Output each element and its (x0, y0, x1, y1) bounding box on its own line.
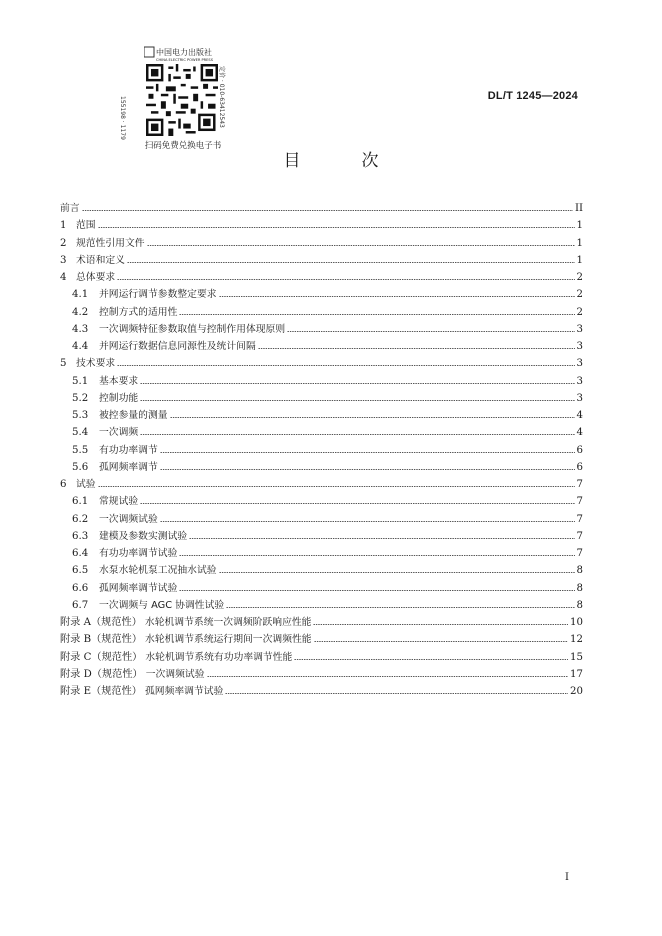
toc-entry-page: 4 (576, 427, 583, 439)
toc-entry-label: 水轮机调节系统一次调频阶跃响应性能 (144, 617, 312, 628)
toc-entry-number: 4.3 (72, 323, 89, 335)
qr-code-image (146, 64, 218, 136)
toc-entry-page: 7 (576, 513, 583, 525)
toc-entry-label: 水轮机调节系统运行期间一次调频性能 (145, 634, 312, 646)
toc-entry[interactable] (60, 269, 583, 286)
toc-leader-dots (207, 676, 569, 677)
toc-entry[interactable] (60, 424, 583, 441)
toc-entry-page: 4 (576, 410, 583, 421)
toc-leader-dots (179, 590, 574, 591)
toc-entry[interactable] (60, 493, 583, 510)
toc-entry-label: 术语和定义 (76, 254, 125, 266)
toc-leader-dots (287, 331, 574, 332)
toc-entry-page: 7 (576, 479, 583, 490)
toc-leader-dots (160, 469, 575, 470)
toc-leader-dots (140, 383, 574, 384)
toc-entry-label: 水泵水轮机泵工况抽水试验 (99, 565, 217, 577)
toc-entry-label: 一次调频特征参数取值与控制作用体现原则 (99, 323, 286, 335)
qr-side-text-left: 155198 · 1179 (119, 96, 126, 140)
toc-entry-page: 7 (576, 548, 583, 559)
toc-entry-number: 附录 D（规范性） (60, 668, 143, 680)
toc-entry-number: 5.4 (72, 427, 89, 439)
toc-entry-number: 4.2 (72, 306, 89, 318)
toc-entry-number: 6.4 (72, 548, 89, 559)
toc-entry-label: 前言 (60, 203, 80, 214)
toc-entry[interactable] (60, 321, 583, 338)
toc-leader-dots (98, 227, 575, 228)
toc-entry-number: 附录 E（规范性） (60, 686, 142, 697)
toc-entry[interactable] (60, 597, 583, 614)
toc-entry-number: 5.6 (72, 461, 89, 473)
toc-entry-page: 10 (570, 617, 583, 628)
toc-entry-page: 8 (576, 599, 583, 611)
toc-leader-dots (314, 641, 568, 642)
toc-entry-number: 6.3 (72, 530, 89, 542)
toc-entry-label: 一次调频与 AGC 协调性试验 (99, 599, 225, 611)
toc-entry-page: 1 (576, 237, 583, 249)
toc-entry-number: 3 (60, 254, 67, 266)
toc-entry-page: 12 (570, 634, 583, 646)
toc-entry-number: 1 (60, 220, 67, 232)
table-of-contents (60, 200, 583, 700)
toc-leader-dots (219, 296, 575, 297)
toc-entry-number: 6 (60, 479, 67, 490)
toc-leader-dots (219, 572, 575, 573)
toc-entry-number: 6.2 (72, 513, 89, 525)
toc-entry-number: 附录 B（规范性） (60, 634, 143, 646)
toc-entry-label: 规范性引用文件 (76, 237, 145, 249)
toc-entry-label: 水轮机调节系统有功功率调节性能 (145, 651, 293, 663)
toc-entry-page: 3 (576, 392, 583, 404)
toc-entry-label: 控制功能 (99, 392, 139, 404)
toc-entry-page: 7 (576, 496, 583, 508)
toc-leader-dots (226, 607, 574, 608)
toc-entry-label: 被控参量的测量 (99, 410, 168, 421)
toc-entry-page: 8 (576, 565, 583, 577)
toc-entry[interactable] (60, 286, 583, 303)
toc-entry-number: 附录 A（规范性） (60, 617, 142, 628)
publisher-logo (144, 46, 222, 62)
toc-entry-number: 5.2 (72, 392, 89, 404)
toc-leader-dots (160, 452, 575, 453)
toc-entry[interactable] (60, 373, 583, 390)
toc-leader-dots (189, 538, 574, 539)
toc-leader-dots (140, 503, 574, 504)
toc-entry-page: 8 (576, 582, 583, 594)
toc-entry[interactable] (60, 562, 583, 579)
toc-entry[interactable] (60, 355, 583, 372)
toc-entry-page: 3 (576, 375, 583, 387)
toc-entry-number: 5.1 (72, 375, 89, 387)
toc-entry-number: 4 (60, 272, 67, 283)
toc-entry-page: 15 (570, 651, 583, 663)
toc-entry-page: II (574, 203, 583, 214)
toc-entry[interactable] (60, 631, 583, 648)
toc-entry-label: 常规试验 (99, 496, 139, 508)
toc-entry-page: 2 (576, 289, 583, 301)
toc-entry-page: 3 (576, 358, 583, 370)
toc-leader-dots (117, 279, 574, 280)
toc-entry-page: 6 (576, 461, 583, 473)
toc-entry-label: 一次调频试验 (99, 513, 158, 525)
toc-entry-label: 孤网频率调节试验 (145, 686, 224, 697)
toc-leader-dots (147, 245, 575, 246)
toc-entry-page: 2 (576, 272, 583, 283)
toc-entry[interactable] (60, 390, 583, 407)
toc-leader-dots (225, 693, 568, 694)
toc-entry[interactable] (60, 528, 583, 545)
toc-entry-label: 有功功率调节试验 (99, 548, 178, 559)
toc-entry-page: 3 (576, 323, 583, 335)
toc-entry-page: 6 (576, 444, 583, 456)
toc-entry-number: 4.4 (72, 341, 89, 352)
page-number: I (565, 872, 569, 883)
toc-leader-dots (117, 365, 574, 366)
toc-entry-page: 17 (570, 668, 583, 680)
toc-leader-dots (140, 400, 574, 401)
toc-entry[interactable] (60, 217, 583, 234)
toc-entry-label: 孤网频率调节 (99, 461, 158, 473)
toc-entry[interactable] (60, 304, 583, 321)
toc-entry[interactable] (60, 614, 583, 631)
toc-leader-dots (82, 210, 573, 211)
toc-entry-label: 试验 (76, 479, 96, 490)
toc-leader-dots (179, 314, 574, 315)
toc-entry-number: 5.3 (72, 410, 89, 421)
toc-entry-number: 5 (60, 358, 67, 370)
toc-entry-number: 6.5 (72, 565, 89, 577)
toc-leader-dots (98, 486, 575, 487)
toc-entry-label: 控制方式的适用性 (99, 306, 178, 318)
toc-entry-number: 5.5 (72, 444, 89, 456)
toc-leader-dots (313, 624, 568, 625)
qr-caption: 扫码免费兑换电子书 (144, 141, 222, 151)
toc-entry[interactable] (60, 683, 583, 700)
toc-entry-page: 2 (576, 306, 583, 318)
toc-leader-dots (127, 262, 575, 263)
toc-entry[interactable] (60, 200, 583, 217)
toc-entry[interactable] (60, 476, 583, 493)
toc-entry[interactable] (60, 666, 583, 683)
toc-title: 目 次 (283, 151, 401, 171)
toc-entry-page: 7 (576, 530, 583, 542)
toc-entry[interactable] (60, 649, 583, 666)
toc-entry[interactable] (60, 545, 583, 562)
toc-leader-dots (294, 659, 568, 660)
toc-entry[interactable] (60, 235, 583, 252)
toc-entry-number: 2 (60, 237, 67, 249)
toc-entry-label: 范围 (76, 220, 96, 232)
toc-leader-dots (140, 434, 574, 435)
toc-entry-number: 6.1 (72, 496, 89, 508)
svg-text:CHINA ELECTRIC POWER PRESS: CHINA ELECTRIC POWER PRESS (156, 58, 213, 62)
toc-entry-label: 孤网频率调节试验 (99, 582, 178, 594)
toc-entry-label: 有功功率调节 (99, 444, 158, 456)
toc-entry-page: 3 (576, 341, 583, 352)
toc-entry[interactable] (60, 442, 583, 459)
toc-entry-page: 1 (576, 220, 583, 232)
toc-entry-label: 并网运行调节参数整定要求 (99, 289, 217, 301)
toc-entry-number: 4.1 (72, 289, 89, 301)
toc-leader-dots (179, 555, 574, 556)
toc-entry-label: 总体要求 (76, 272, 116, 283)
toc-entry-number: 附录 C（规范性） (60, 651, 143, 663)
svg-text:中国电力出版社: 中国电力出版社 (156, 48, 212, 57)
toc-leader-dots (258, 348, 575, 349)
toc-entry-number: 6.6 (72, 582, 89, 594)
toc-entry-number: 6.7 (72, 599, 89, 611)
qr-side-text-right: 定价 · 010-63412543 (218, 66, 225, 128)
toc-entry[interactable] (60, 580, 583, 597)
toc-entry-page: 1 (576, 254, 583, 266)
toc-entry-label: 并网运行数据信息同源性及统计间隔 (99, 341, 256, 352)
toc-entry-label: 建模及参数实测试验 (99, 530, 188, 542)
toc-entry[interactable] (60, 459, 583, 476)
toc-leader-dots (170, 417, 575, 418)
toc-entry-label: 基本要求 (99, 375, 139, 387)
toc-entry-page: 20 (570, 686, 583, 697)
toc-leader-dots (160, 521, 575, 522)
qr-code-block (119, 42, 228, 154)
toc-entry[interactable] (60, 338, 583, 355)
toc-entry[interactable] (60, 252, 583, 269)
toc-entry[interactable] (60, 511, 583, 528)
toc-entry-label: 技术要求 (76, 358, 116, 370)
standard-code: DL/T 1245—2024 (487, 90, 578, 102)
toc-entry-label: 一次调频 (99, 427, 139, 439)
toc-entry[interactable] (60, 407, 583, 424)
toc-entry-label: 一次调频试验 (145, 668, 205, 680)
